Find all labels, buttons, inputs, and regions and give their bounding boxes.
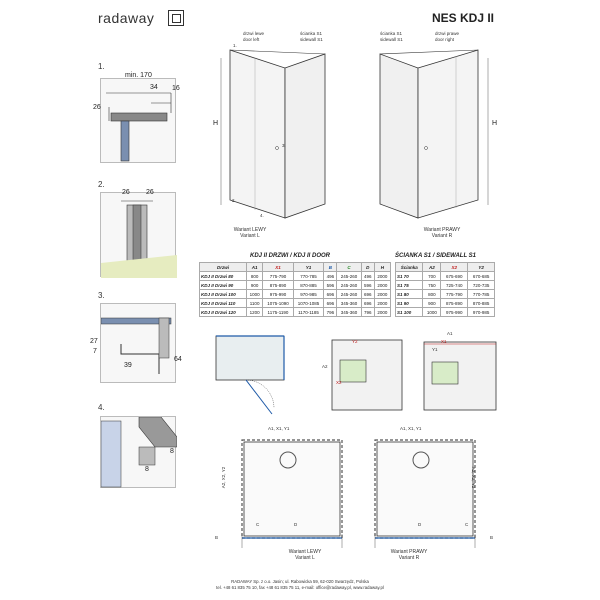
plan-right-variant <box>383 549 435 561</box>
elevation-right-variant-en: Variant R <box>431 233 453 239</box>
door-table-cell: 2000 <box>374 299 390 308</box>
step-3-panel <box>100 303 176 383</box>
step-3-dim-64: 64 <box>174 356 182 363</box>
door-table-cell: 975-990 <box>263 290 294 299</box>
wall-table-cell: S1 90 <box>396 299 423 308</box>
elevation-right-door-label-en: door right <box>435 37 455 42</box>
elevation-left-wall-label-en: sidewall S1 <box>300 37 323 42</box>
door-table-cell: KDJ II Drzwi 120 <box>200 308 247 317</box>
wall-table-cell: 770-785 <box>468 290 495 299</box>
wall-table-row <box>396 299 495 308</box>
door-table-cell: 870-885 <box>293 281 324 290</box>
door-table-cell: 1000 <box>247 290 263 299</box>
elevation-left-wall-label-pl: ścianka S1 <box>300 31 323 36</box>
door-table-cell: 1170-1185 <box>293 308 324 317</box>
brand-logo-text: radaway <box>98 10 155 26</box>
door-table-cell: 770-785 <box>293 272 324 281</box>
step-1-drawing <box>101 79 177 164</box>
door-table-row <box>200 272 391 281</box>
door-table-cell: 245-260 <box>337 272 361 281</box>
door-table-cell: 696 <box>361 299 374 308</box>
wall-table-cell: S1 75 <box>396 281 423 290</box>
plan-right-d: D <box>418 522 422 527</box>
door-table-cell: 796 <box>324 308 337 317</box>
door-table-cell: 800 <box>247 272 263 281</box>
plan-left-top-label: A1, X1, Y1 <box>268 426 290 431</box>
door-table-header-row <box>200 263 391 272</box>
detail-x2-label: X2 <box>336 380 342 385</box>
door-table-cell: 2000 <box>374 272 390 281</box>
door-table-cell: 1100 <box>247 299 263 308</box>
door-table <box>199 262 391 317</box>
wall-table-cell: 720-735 <box>468 281 495 290</box>
elevation-left-n1: 1. <box>233 43 237 48</box>
wall-table-cell: 775-790 <box>441 290 468 299</box>
door-table-cell: 696 <box>324 290 337 299</box>
step-4-drawing <box>101 417 177 489</box>
door-table-cell: 900 <box>247 281 263 290</box>
plan-detail-drawing <box>320 334 498 418</box>
elevation-right-door-label-pl: drzwi prawe <box>435 31 460 36</box>
door-table-cell: 496 <box>361 272 374 281</box>
plan-right-variant-pl: Wariant PRAWY <box>390 549 428 555</box>
step-1-dim-min: min. 170 <box>125 72 152 79</box>
door-table-cell: KDJ II Drzwi 90 <box>200 281 247 290</box>
plan-left-d: D <box>294 522 298 527</box>
wall-table-cell: 970-985 <box>468 308 495 317</box>
door-table-cell: 875-890 <box>263 281 294 290</box>
door-table-cell: 596 <box>324 281 337 290</box>
wall-table-cell: S1 80 <box>396 290 423 299</box>
plan-right-drawing <box>365 430 495 560</box>
step-1-dim-16: 16 <box>172 85 180 92</box>
wall-table-cell: 875-890 <box>441 299 468 308</box>
wall-table-cell: 800 <box>423 290 441 299</box>
step-2-dim-a: 26 <box>122 189 130 196</box>
plan-swing-drawing <box>212 334 290 426</box>
wall-table-row <box>396 281 495 290</box>
plan-left-variant-pl: Wariant LEWY <box>288 549 322 555</box>
door-table-cell: 775-790 <box>263 272 294 281</box>
elevation-right-h: H <box>492 120 498 127</box>
door-table-header: D <box>361 263 374 272</box>
elevation-right-wall-label-en: sidewall S1 <box>380 37 403 42</box>
door-table-cell: 245-260 <box>337 290 361 299</box>
step-2-panel <box>100 192 176 277</box>
plan-right-variant-en: Variant R <box>398 555 420 561</box>
elevation-right-variant-pl: Wariant PRAWY <box>423 227 461 233</box>
plan-right-b: B <box>490 535 494 540</box>
plan-right-c: C <box>465 522 469 527</box>
door-table-header: Y1 <box>293 263 324 272</box>
door-table-cell: KDJ II Drzwi 80 <box>200 272 247 281</box>
step-1-dim-34: 34 <box>150 84 158 91</box>
door-table-cell: 2000 <box>374 290 390 299</box>
wall-table-row <box>396 290 495 299</box>
wall-table-row <box>396 272 495 281</box>
door-table-cell: KDJ II Drzwi 100 <box>200 290 247 299</box>
door-table-cell: 696 <box>361 290 374 299</box>
wall-table-header: A2 <box>423 263 441 272</box>
door-table-cell: 796 <box>361 308 374 317</box>
wall-table-cell: 700 <box>423 272 441 281</box>
plan-left-variant-en: Variant L <box>295 555 315 561</box>
plan-left-variant <box>280 549 330 561</box>
wall-table-title: ŚCIANKA S1 / SIDEWALL S1 <box>395 253 477 259</box>
detail-a1-label: A1 <box>447 331 453 336</box>
wall-table-cell: 975-990 <box>441 308 468 317</box>
plan-left-drawing <box>222 430 352 560</box>
plan-left-c: C <box>256 522 260 527</box>
elevation-left-door-label-en: door left <box>243 37 260 42</box>
step-4-panel <box>100 416 176 488</box>
door-table-cell: 696 <box>324 299 337 308</box>
plan-left-side-label: A2, X2, Y2 <box>221 466 227 489</box>
door-table-header: A1 <box>247 263 263 272</box>
door-table-row <box>200 290 391 299</box>
detail-y2-label: Y2 <box>352 339 358 344</box>
door-table-header: Drzwi <box>200 263 247 272</box>
door-table-header: X1 <box>263 263 294 272</box>
step-3-number: 3. <box>98 291 105 300</box>
wall-table-header: Ścianka <box>396 263 423 272</box>
step-4-dim-side: 8 <box>170 448 174 455</box>
door-table-cell: KDJ II Drzwi 110 <box>200 299 247 308</box>
brand-logo-icon <box>168 10 184 26</box>
door-table-cell: 496 <box>324 272 337 281</box>
wall-table-cell: 750 <box>423 281 441 290</box>
footer-address: RADAWAY Sp. z o.o. Jasin; ul. Rabowicka 59, 62-020 Swarzędz, Polska <box>231 579 369 584</box>
elevation-left-variant <box>222 227 278 239</box>
step-1-panel <box>100 78 176 163</box>
wall-table-cell: 870-885 <box>468 299 495 308</box>
wall-table-cell: 900 <box>423 299 441 308</box>
wall-table-cell: 725-740 <box>441 281 468 290</box>
step-1-dim-26: 26 <box>93 104 101 111</box>
door-table-cell: 245-260 <box>337 281 361 290</box>
detail-y1-label: Y1 <box>432 347 438 352</box>
detail-a2-label: A2 <box>322 364 328 369</box>
elevation-left-variant-en: Variant L <box>240 233 260 239</box>
elevation-right-variant <box>412 227 472 239</box>
door-table-cell: 1070-1085 <box>293 299 324 308</box>
elevation-left-n4: 4. <box>260 213 264 218</box>
elevation-left-h: H <box>213 120 219 127</box>
door-table-cell: 2000 <box>374 308 390 317</box>
step-3-dim-7: 7 <box>93 348 97 355</box>
door-table-row <box>200 299 391 308</box>
wall-table-row <box>396 308 495 317</box>
elevation-right-drawing <box>370 30 498 230</box>
step-4-dim-bottom: 8 <box>145 466 149 473</box>
elevation-left-n2: 2. <box>232 198 236 203</box>
wall-table-cell: S1 70 <box>396 272 423 281</box>
step-2-dim-b: 26 <box>146 189 154 196</box>
door-table-cell: 1200 <box>247 308 263 317</box>
step-1-number: 1. <box>98 62 105 71</box>
footer-contact: tel. +48 61 835 75 10, fax +48 61 835 75 11, e-mail: office@radaway.pl, www.radaway.pl <box>216 584 384 590</box>
door-table-title: KDJ II DRZWI / KDJ II DOOR <box>250 253 331 259</box>
door-table-header: C <box>337 263 361 272</box>
wall-table-header-row <box>396 263 495 272</box>
step-2-drawing <box>101 193 177 278</box>
plan-right-top-label: A1, X1, Y1 <box>400 426 422 431</box>
door-table-cell: 1075-1090 <box>263 299 294 308</box>
step-3-dim-27: 27 <box>90 338 98 345</box>
step-2-number: 2. <box>98 180 105 189</box>
model-title: NES KDJ II <box>432 11 495 25</box>
wall-table-cell: 670-685 <box>468 272 495 281</box>
door-table-row <box>200 281 391 290</box>
door-table-header: B <box>324 263 337 272</box>
wall-table-header: Y2 <box>468 263 495 272</box>
step-3-drawing <box>101 304 177 384</box>
door-table-row <box>200 308 391 317</box>
wall-table-cell: 675-690 <box>441 272 468 281</box>
elevation-left-n3: 3. <box>282 143 286 148</box>
elevation-left-door-label-pl: drzwi lewe <box>243 31 265 36</box>
wall-table-cell: S1 100 <box>396 308 423 317</box>
door-table-cell: 1175-1190 <box>263 308 294 317</box>
footer <box>190 579 410 590</box>
plan-left-b: B <box>215 535 219 540</box>
wall-table <box>395 262 495 317</box>
wall-table-cell: 1000 <box>423 308 441 317</box>
door-table-cell: 345-360 <box>337 299 361 308</box>
door-table-cell: 596 <box>361 281 374 290</box>
door-table-cell: 970-985 <box>293 290 324 299</box>
elevation-right-wall-label-pl: ścianka S1 <box>380 31 403 36</box>
step-3-dim-39: 39 <box>124 362 132 369</box>
elevation-left-variant-pl: Wariant LEWY <box>233 227 267 233</box>
step-4-number: 4. <box>98 403 105 412</box>
door-table-cell: 345-360 <box>337 308 361 317</box>
wall-table-header: X2 <box>441 263 468 272</box>
door-table-header: H <box>374 263 390 272</box>
detail-x1-label: X1 <box>441 339 447 344</box>
door-table-cell: 2000 <box>374 281 390 290</box>
plan-right-side-label: A2, X2, Y2 <box>471 466 477 489</box>
